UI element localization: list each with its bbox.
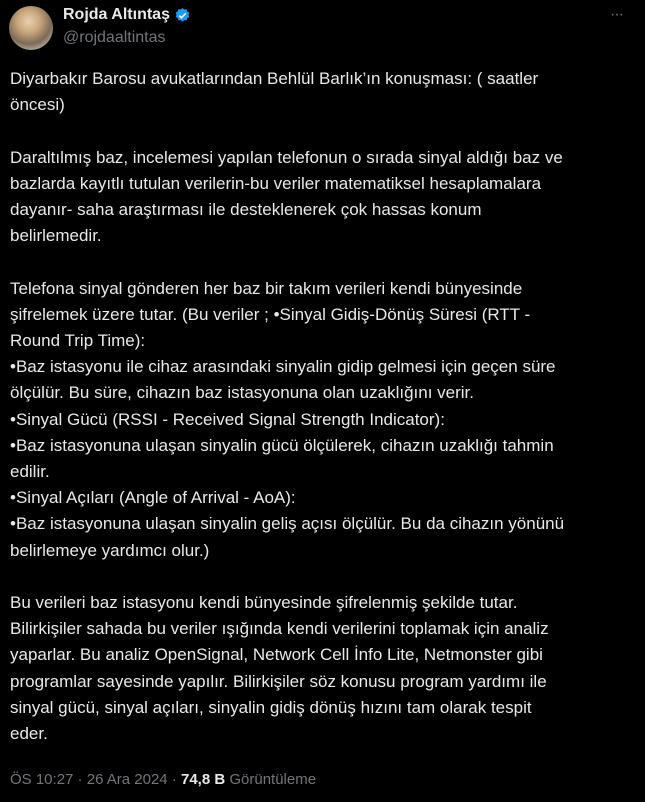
tweet-line: Bilirkişiler sahada bu veriler ışığında kendi verilerini toplamak için analiz bbox=[10, 619, 549, 639]
tweet-line: edilir. bbox=[10, 462, 50, 482]
tweet-line: belirlemeye yardımcı olur.) bbox=[10, 540, 210, 560]
tweet-line: Diyarbakır Barosu avukatlarından Behlül Barlık’ın konuşması: ( saatler bbox=[10, 69, 539, 88]
tweet-line: dayanır- saha araştırması ile desteklenerek çok hassas konum bbox=[10, 200, 482, 219]
tweet-line: öncesi) bbox=[10, 95, 65, 115]
tweet-line: •Baz istasyonu ile cihaz arasındaki sinyalin gidip gelmesi için geçen süre bbox=[10, 357, 556, 377]
tweet-line: belirlemedir. bbox=[10, 226, 102, 246]
tweet-date[interactable]: 26 Ara 2024 bbox=[86, 771, 168, 788]
tweet-line: •Baz istasyonuna ulaşan sinyalin geliş açısı ölçülür. Bu da cihazın yönünü bbox=[10, 514, 565, 534]
author-name-row[interactable] bbox=[63, 6, 191, 24]
author-handle[interactable]: @rojdaaltintas bbox=[63, 29, 166, 46]
separator: · bbox=[167, 771, 181, 788]
avatar[interactable] bbox=[9, 6, 53, 50]
views-count: 74,8 B bbox=[180, 771, 226, 788]
tweet-line: Bu verileri baz istasyonu kendi bünyesinde şifrelenmiş şekilde tutar. bbox=[10, 593, 518, 613]
tweet-line: eder. bbox=[10, 724, 48, 744]
tweet-meta bbox=[10, 771, 316, 788]
tweet-time[interactable]: ÖS 10:27 bbox=[10, 771, 74, 788]
tweet-line: •Sinyal Gücü (RSSI - Received Signal Strength Indicator): bbox=[10, 409, 445, 429]
tweet-paragraph bbox=[10, 590, 635, 747]
more-options-icon[interactable]: ··· bbox=[610, 6, 623, 23]
tweet-line: programlar sayesinde yapılır. Bilirkişiler söz konusu program yardımı ile bbox=[10, 671, 547, 691]
separator: · bbox=[73, 771, 87, 788]
tweet-line: Daraltılmış baz, incelemesi yapılan telefonun o sırada sinyal aldığı baz ve bbox=[10, 147, 563, 167]
tweet-paragraph bbox=[10, 145, 635, 250]
tweet-line: ölçülür. Bu süre, cihazın baz istasyonuna olan uzaklığını verir. bbox=[10, 383, 474, 403]
tweet-line: bazlarda kayıtlı tutulan verilerin-bu veriler matematiksel hesaplamalara bbox=[10, 173, 542, 193]
tweet-line: sinyal gücü, sinyal açıları, sinyalin gidiş dönüş hızını tam olarak tespit bbox=[10, 697, 532, 717]
views-label: Görüntüleme bbox=[229, 771, 317, 788]
tweet-line: •Baz istasyonuna ulaşan sinyalin gücü ölçülerek, cihazın uzaklığı tahmin bbox=[10, 435, 554, 455]
tweet-text bbox=[10, 66, 635, 773]
tweet-line: yaparlar. Bu analiz OpenSignal, Network Cell İnfo Lite, Netmonster gibi bbox=[10, 645, 543, 665]
author-name[interactable]: Rojda Altıntaş bbox=[63, 6, 170, 23]
tweet-line: Telefona sinyal gönderen her baz bir takım verileri kendi bünyesinde bbox=[10, 278, 523, 298]
tweet-line: •Sinyal Açıları (Angle of Arrival - AoA): bbox=[10, 488, 296, 508]
tweet-line: şifrelemek üzere tutar. (Bu veriler ; •Sinyal Gidiş-Dönüş Süresi (RTT - bbox=[10, 304, 531, 324]
tweet-paragraph bbox=[10, 276, 635, 564]
verified-badge-icon bbox=[174, 7, 191, 24]
tweet-line: Round Trip Time): bbox=[10, 331, 146, 350]
tweet-paragraph bbox=[10, 66, 635, 118]
